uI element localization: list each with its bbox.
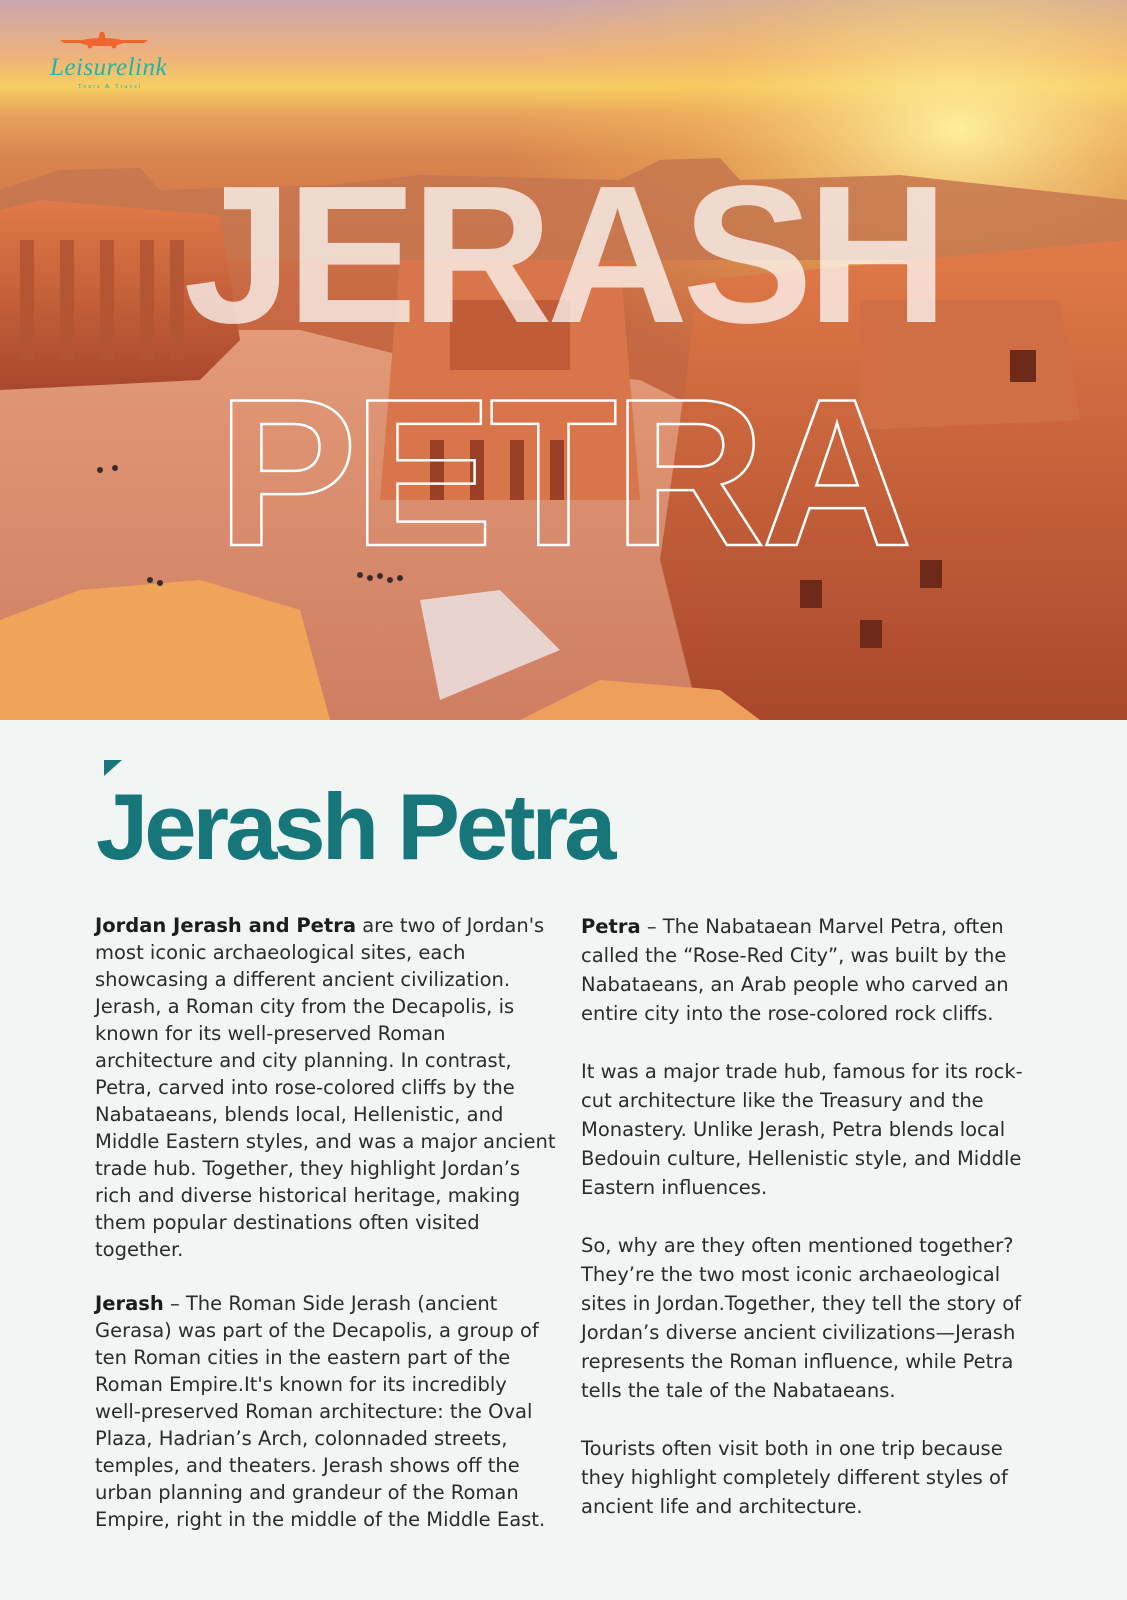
brand-tagline: Tours & Travel xyxy=(78,84,143,90)
jerash-lead: Jerash xyxy=(95,1292,164,1315)
jerash-body: – The Roman Side Jerash (ancient Gerasa) was part of the Decapolis, a group of ten Roman cities in the eastern part of the Roman Empire.It's known for its incredibly well-preserved Roman architecture: the Oval Plaza, Hadrian’s Arch, colonnaded streets, temples, and theaters. Jerash shows off the urban planning and grandeur of the Roman Empire, right in the middle of the Middle East. xyxy=(95,1292,546,1531)
petra-lead: Petra xyxy=(581,915,641,938)
together-paragraph: So, why are they often mentioned together? They’re the two most iconic archaeological sites in Jordan.Together, they tell the story of Jordan’s diverse ancient civilizations—Jerash represents the Roman influence, while Petra tells the tale of the Nabataeans. xyxy=(581,1234,1022,1402)
page-title: Jerash Petra xyxy=(96,774,613,879)
trade-hub-paragraph: It was a major trade hub, famous for its rock-cut architecture like the Treasury and the Monastery. Unlike Jerash, Petra blends local Bedouin culture, Hellenistic style, and Middle Eastern influences. xyxy=(581,1060,1023,1199)
hero-overlay-petra: PETRA xyxy=(217,355,909,590)
airplane-icon xyxy=(40,26,170,56)
intro-lead: Jordan Jerash and Petra xyxy=(95,914,356,937)
tourists-paragraph: Tourists often visit both in one trip because they highlight completely different styles of ancient life and architecture. xyxy=(581,1437,1008,1518)
hero-overlay-jerash: JERASH xyxy=(183,145,943,364)
intro-paragraph xyxy=(95,912,557,1263)
hero-image xyxy=(0,0,1127,720)
petra-landscape-illustration xyxy=(0,0,1127,720)
brand-name: Leisurelink xyxy=(50,54,168,81)
brand-logo[interactable] xyxy=(40,26,170,96)
jerash-paragraph xyxy=(95,1290,557,1533)
petra-body: – The Nabataean Marvel Petra, often called the “Rose-Red City”, was built by the Nabataeans, an Arab people who carved an entire city into the rose-colored rock cliffs. xyxy=(581,915,1009,1025)
article-column-left xyxy=(95,912,557,1560)
intro-body: are two of Jordan's most iconic archaeological sites, each showcasing a different ancient civilization. Jerash, a Roman city from the Decapolis, is known for its well-preserved Roman architecture and city planning. In contrast, Petra, carved into rose-colored cliffs by the Nabataeans, blends local, Hellenistic, and Middle Eastern styles, and was a major ancient trade hub. Together, they highlight Jordan’s rich and diverse historical heritage, making them popular destinations often visited together. xyxy=(95,914,556,1261)
article-column-right xyxy=(581,912,1046,1550)
petra-paragraph xyxy=(581,912,1046,1028)
